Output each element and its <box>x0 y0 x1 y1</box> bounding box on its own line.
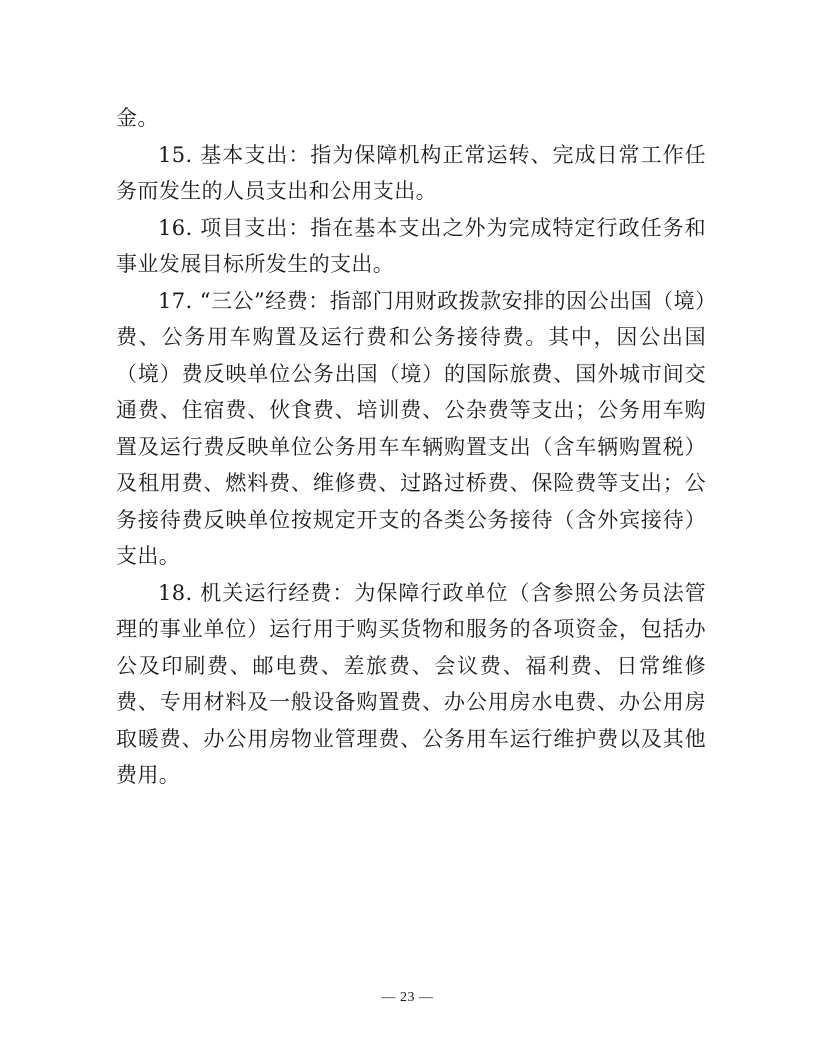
paragraph-continuation: 金。 <box>116 106 159 130</box>
page-number: — 23 — <box>381 990 434 1005</box>
paragraph-three-public-expenses: 17. “三公”经费：指部门用财政拨款安排的因公出国（境）费、公务用车购置及运行费和公务接待费。其中，因公出国（境）费反映单位公务出国（境）的国际旅费、国外城市间交通费、住宿费、伙食费、培训费、公杂费等支出；公务用车购置及运行费反映单位公务用车车辆购置支出（含车辆购置税）及租用费、燃料费、维修费、过路过桥费、保险费等支出；公务接待费反映单位按规定开支的各类公务接待（含外宾接待）支出。 <box>116 288 706 568</box>
paragraph-operating-expenses: 18. 机关运行经费：为保障行政单位（含参照公务员法管理的事业单位）运行用于购买货物和服务的各项资金，包括办公及印刷费、邮电费、差旅费、会议费、福利费、日常维修费、专用材料及一般设备购置费、办公用房水电费、办公用房取暖费、办公用房物业管理费、公务用车运行维护费以及其他费用。 <box>116 580 706 787</box>
paragraph-basic-expenditure: 15. 基本支出：指为保障机构正常运转、完成日常工作任务而发生的人员支出和公用支出。 <box>116 142 706 203</box>
paragraph-project-expenditure: 16. 项目支出：指在基本支出之外为完成特定行政任务和事业发展目标所发生的支出。 <box>116 215 706 276</box>
document-body <box>116 100 706 794</box>
